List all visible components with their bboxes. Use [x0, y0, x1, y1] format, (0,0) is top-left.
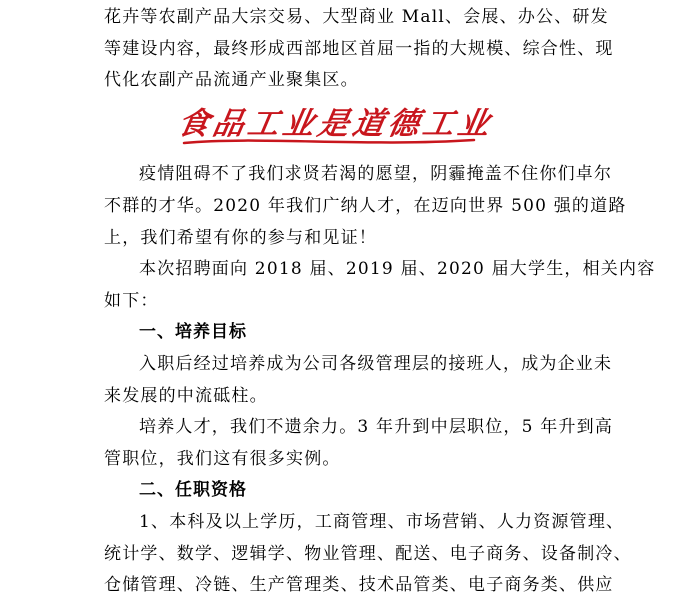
- slogan-calligraphy: [174, 100, 497, 148]
- section1-p1-line-2: 来发展的中流砥柱。: [104, 386, 268, 406]
- section2-p1-line-3: 仓储管理、冷链、生产管理类、技术品管类、电子商务类、供应: [104, 575, 614, 595]
- section2-heading: 二、任职资格: [139, 480, 247, 500]
- para1-line-1: 疫情阻碍不了我们求贤若渴的愿望，阴霾掩盖不住你们卓尔: [139, 164, 613, 184]
- para2-line-1: 本次招聘面向 2018 届、2019 届、2020 届大学生，相关内容: [139, 259, 656, 279]
- section1-p2-line-1: 培养人才，我们不遗余力。3 年升到中层职位，5 年升到高: [139, 417, 614, 437]
- para1-line-3: 上，我们希望有你的参与和见证！: [104, 228, 377, 248]
- intro-line-3: 代化农副产品流通产业聚集区。: [104, 70, 359, 90]
- section1-heading: 一、培养目标: [139, 322, 247, 342]
- slogan-text: 食品工业是道德工业: [174, 106, 497, 142]
- section2-p1-line-1: 1、本科及以上学历，工商管理、市场营销、人力资源管理、: [139, 512, 625, 532]
- section1-p1-line-1: 入职后经过培养成为公司各级管理层的接班人，成为企业未: [139, 354, 613, 374]
- para2-line-2: 如下：: [104, 291, 159, 311]
- intro-line-2: 等建设内容，最终形成西部地区首屈一指的大规模、综合性、现: [104, 39, 614, 59]
- section1-p2-line-2: 管职位，我们这有很多实例。: [104, 449, 341, 469]
- para1-line-2: 不群的才华。2020 年我们广纳人才，在迈向世界 500 强的道路: [104, 196, 627, 216]
- intro-line-1: 花卉等农副产品大宗交易、大型商业 Mall、会展、办公、研发: [104, 7, 609, 27]
- section2-p1-line-2: 统计学、数学、逻辑学、物业管理、配送、电子商务、设备制冷、: [104, 544, 632, 564]
